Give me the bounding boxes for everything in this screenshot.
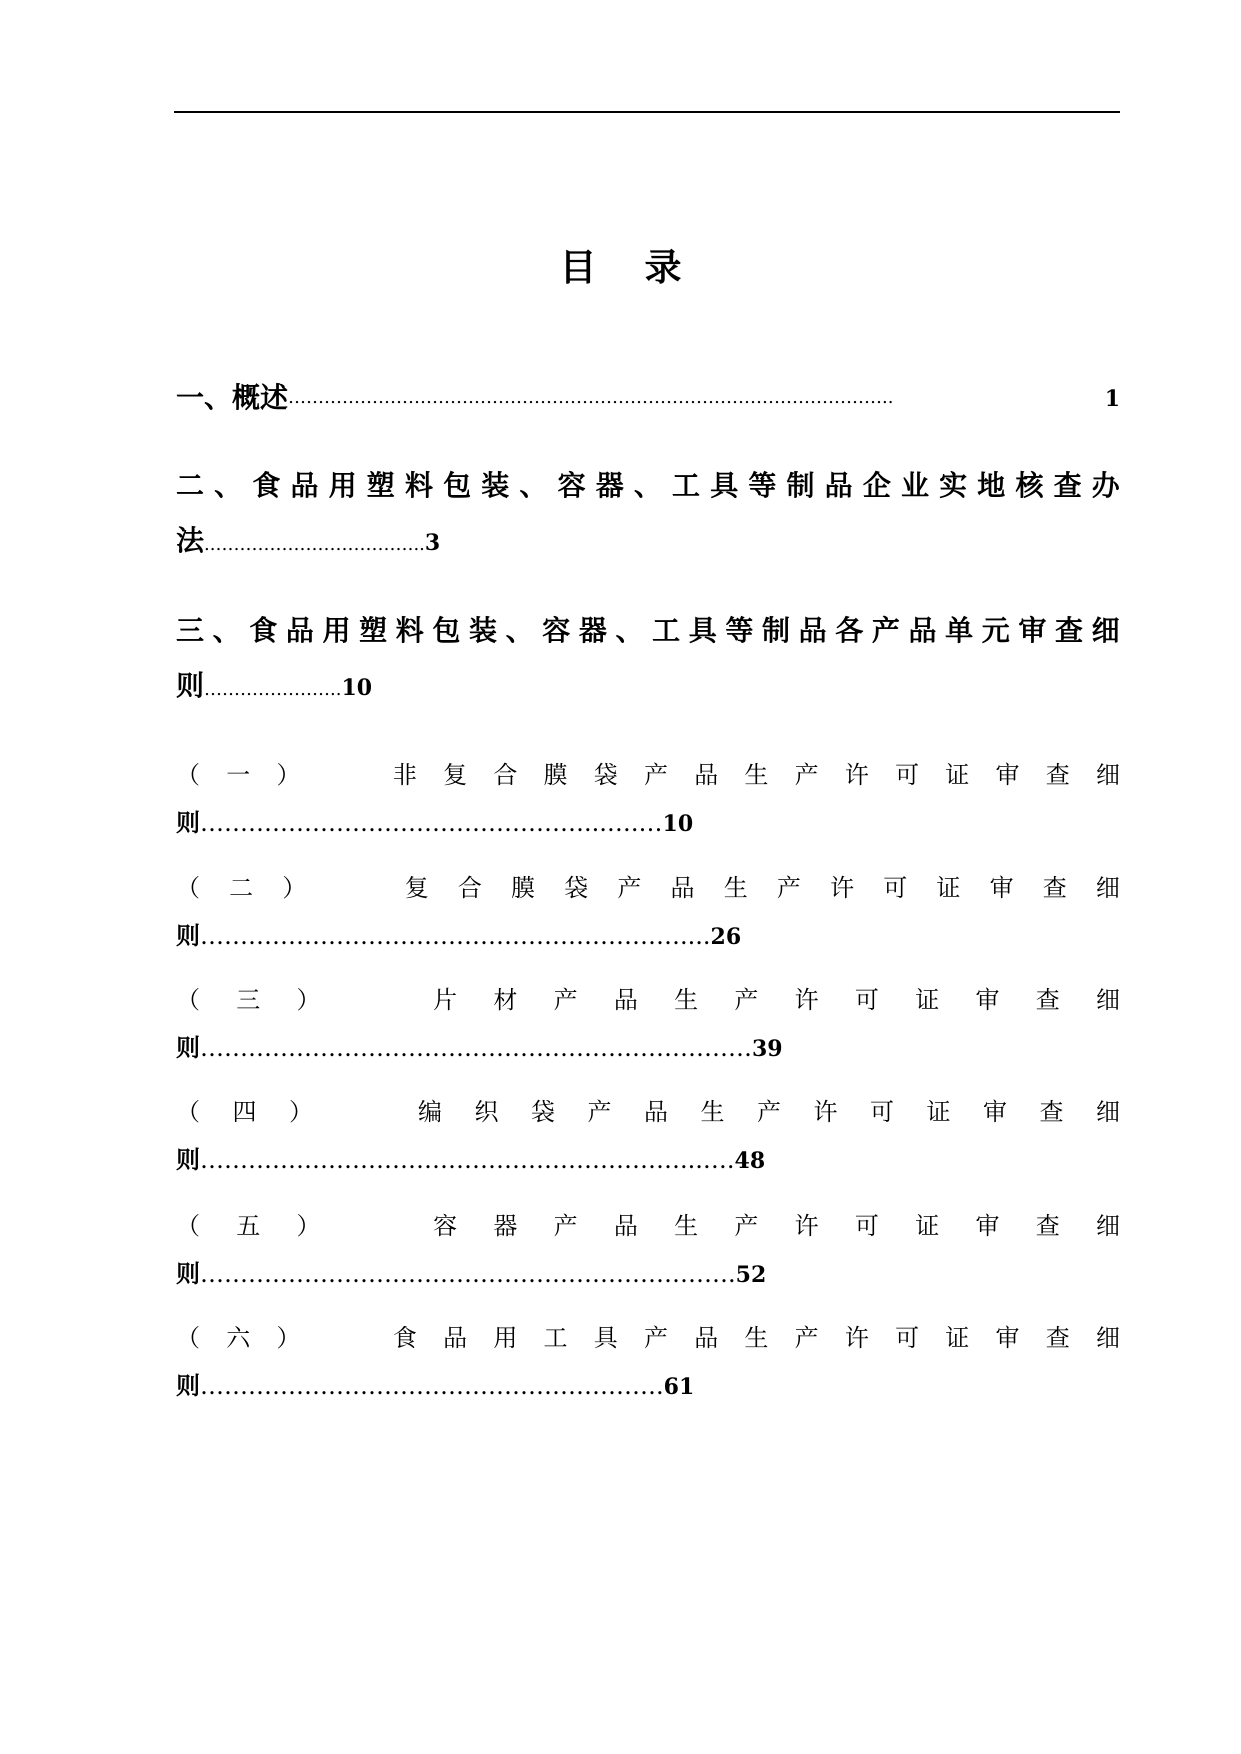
toc-char: 装 (469, 614, 498, 647)
toc-entry-second-line (176, 521, 1120, 565)
toc-char: 证 (926, 1098, 951, 1126)
toc-char: 具 (593, 1324, 618, 1352)
toc-char: 、 (615, 614, 644, 647)
toc-entry-tail: 则 (176, 1371, 200, 1400)
toc-entry-tail: 则 (176, 921, 200, 950)
toc-char: 查 (1042, 874, 1067, 902)
toc-char: 许 (813, 1098, 838, 1126)
toc-entry-tail: 法 (176, 524, 205, 557)
toc-char: 产 (553, 986, 578, 1014)
toc-char: 四 (232, 1098, 257, 1126)
toc-char: 具 (688, 614, 717, 647)
toc-page-number: 10 (662, 811, 694, 837)
toc-char: 袋 (564, 874, 589, 902)
toc-char: 生 (723, 874, 748, 902)
toc-char: 用 (328, 469, 357, 502)
toc-char: （ (176, 1098, 200, 1126)
toc-char: （ (176, 761, 200, 789)
toc-entry-second-line (176, 666, 1120, 710)
toc-char: 包 (443, 469, 472, 502)
toc-char: 、 (519, 469, 548, 502)
toc-char: 产 (643, 1324, 668, 1352)
toc-char: 证 (915, 986, 940, 1014)
toc-char: 产 (734, 986, 759, 1014)
toc-char: 袋 (531, 1098, 555, 1126)
toc-entry-second-line (176, 1145, 1120, 1176)
toc-char: 工 (652, 614, 681, 647)
toc-char: 业 (900, 469, 929, 502)
toc-char: 细 (1095, 1212, 1120, 1240)
toc-entry-second-line (176, 1371, 1120, 1402)
toc-char: ） (276, 761, 301, 789)
toc-page-number: 3 (424, 530, 441, 556)
toc-char: 元 (981, 614, 1010, 647)
toc-leader-dots: …………………………………………………….... (200, 922, 711, 950)
toc-subentry-3[interactable] (176, 985, 1120, 1064)
toc-char: 品 (670, 874, 695, 902)
toc-char: 复 (443, 761, 468, 789)
toc-char: 食 (252, 469, 281, 502)
toc-entry-first-line (176, 1323, 1120, 1353)
toc-char: 品 (290, 469, 319, 502)
toc-page-number: 52 (735, 1262, 767, 1288)
toc-char: 食 (392, 1324, 417, 1352)
toc-leader-dots: …………………………………………………. (200, 1372, 664, 1400)
toc-char: 各 (835, 614, 864, 647)
toc-char: 产 (776, 874, 801, 902)
toc-char: 二 (176, 469, 205, 502)
toc-char: 产 (871, 614, 900, 647)
toc-char: 查 (1045, 1324, 1070, 1352)
toc-entry-tail: 则 (176, 808, 200, 837)
toc-char: 工 (672, 469, 701, 502)
toc-char: 膜 (511, 874, 536, 902)
toc-char: 用 (322, 614, 351, 647)
toc-char: 证 (936, 874, 961, 902)
toc-page-number: 39 (752, 1036, 783, 1062)
toc-char: 片 (433, 986, 458, 1014)
toc-char: 查 (1045, 761, 1070, 789)
toc-char: 办 (1091, 469, 1120, 502)
toc-char: 用 (493, 1324, 518, 1352)
toc-char: 细 (1091, 614, 1120, 647)
toc-char: 制 (762, 614, 791, 647)
toc-page-number: 1 (1104, 386, 1120, 412)
toc-leader-dots: …………………………………………………………. (200, 1260, 736, 1288)
toc-char: 复 (404, 874, 429, 902)
toc-char: 审 (995, 1324, 1020, 1352)
toc-entry-first-line (176, 466, 1120, 506)
toc-char: 证 (945, 761, 970, 789)
toc-title (0, 242, 1241, 292)
toc-char: 产 (643, 761, 668, 789)
toc-char: 二 (229, 874, 254, 902)
toc-entry-label: 一、概述 (176, 381, 289, 414)
toc-char: 塑 (366, 469, 395, 502)
toc-char: 审 (983, 1098, 1007, 1126)
toc-char: 证 (915, 1212, 940, 1240)
toc-char: 合 (457, 874, 482, 902)
toc-char: 产 (734, 1212, 759, 1240)
toc-subentry-2[interactable] (176, 873, 1120, 952)
toc-char: 许 (830, 874, 855, 902)
toc-char: 生 (674, 1212, 699, 1240)
toc-char: 器 (595, 469, 624, 502)
toc-char: 装 (481, 469, 510, 502)
toc-entry-tail: 则 (176, 1145, 200, 1174)
toc-char: 容 (433, 1212, 458, 1240)
toc-char: 品 (443, 1324, 468, 1352)
toc-char: 、 (633, 469, 662, 502)
toc-char: （ (176, 986, 200, 1014)
toc-entry-tail: 则 (176, 1033, 200, 1062)
toc-char: 细 (1095, 874, 1120, 902)
toc-entry-tail: 则 (176, 669, 205, 702)
toc-char: 单 (945, 614, 974, 647)
toc-char: 审 (975, 1212, 1000, 1240)
toc-char: 查 (1053, 469, 1082, 502)
toc-char: 工 (543, 1324, 568, 1352)
toc-char: （ (176, 874, 200, 902)
toc-char: 品 (694, 761, 719, 789)
toc-char: 品 (908, 614, 937, 647)
toc-char: ） (296, 1212, 321, 1240)
toc-entry-overview[interactable] (176, 378, 1120, 420)
toc-char: 品 (613, 1212, 638, 1240)
toc-char: 五 (236, 1212, 261, 1240)
toc-char: 产 (794, 1324, 819, 1352)
toc-spacer (357, 1211, 397, 1241)
toc-char: 地 (977, 469, 1006, 502)
toc-char: 容 (557, 469, 586, 502)
toc-char: 品 (798, 614, 827, 647)
toc-char: 细 (1095, 986, 1120, 1014)
toc-char: 品 (694, 1324, 719, 1352)
toc-char: 审 (975, 986, 1000, 1014)
toc-char: 一 (226, 761, 251, 789)
toc-page-number: 48 (734, 1148, 766, 1174)
toc-char: 非 (392, 761, 417, 789)
toc-char: 可 (895, 761, 920, 789)
toc-char: 许 (794, 1212, 819, 1240)
toc-title-char-1: 目 (559, 245, 597, 289)
toc-leader-dots: ……………………………………………………...…. (200, 1146, 735, 1174)
toc-char: （ (176, 1324, 200, 1352)
toc-char: ） (276, 1324, 301, 1352)
toc-char: 编 (418, 1098, 442, 1126)
toc-entry-first-line (176, 1097, 1120, 1127)
toc-char: 核 (1015, 469, 1044, 502)
toc-char: 食 (249, 614, 278, 647)
toc-entry-site-verification[interactable] (176, 466, 1120, 565)
toc-char: 许 (844, 1324, 869, 1352)
toc-char: 可 (854, 986, 879, 1014)
toc-char: 制 (786, 469, 815, 502)
toc-subentry-4[interactable] (176, 1097, 1120, 1176)
toc-char: 查 (1035, 986, 1060, 1014)
toc-char: 、 (212, 614, 241, 647)
toc-title-char-2: 录 (644, 245, 682, 289)
toc-char: 产 (794, 761, 819, 789)
toc-char: 等 (725, 614, 754, 647)
toc-char: 生 (744, 761, 769, 789)
toc-spacer (327, 1323, 367, 1353)
toc-char: 料 (395, 614, 424, 647)
toc-entry-unit-rules[interactable] (176, 611, 1120, 710)
toc-char: 可 (895, 1324, 920, 1352)
toc-page-number: 10 (341, 675, 373, 701)
toc-char: 、 (505, 614, 534, 647)
toc-char: 器 (578, 614, 607, 647)
toc-char: ） (289, 1098, 313, 1126)
toc-leader-dots: ..…………………………….. (204, 534, 425, 555)
toc-char: 查 (1035, 1212, 1060, 1240)
toc-char: 品 (824, 469, 853, 502)
toc-char: 具 (710, 469, 739, 502)
toc-entry-second-line (176, 1259, 1120, 1290)
toc-entry-second-line (176, 921, 1120, 952)
toc-char: 品 (613, 986, 638, 1014)
toc-char: 证 (945, 1324, 970, 1352)
toc-subentry-5[interactable] (176, 1211, 1120, 1290)
toc-char: 材 (493, 986, 518, 1014)
toc-char: 产 (553, 1212, 578, 1240)
toc-char: 袋 (593, 761, 618, 789)
toc-char: 许 (794, 986, 819, 1014)
toc-char: 审 (995, 761, 1020, 789)
toc-entry-first-line (176, 760, 1120, 790)
toc-char: 企 (862, 469, 891, 502)
toc-subentry-1[interactable] (176, 760, 1120, 839)
toc-leader-dots: …………………………………………………………… (200, 1034, 752, 1062)
toc-char: 包 (432, 614, 461, 647)
toc-leader-dots: ……………………………………………………………………………………….. (288, 387, 894, 408)
toc-char: 器 (493, 1212, 518, 1240)
toc-char: 品 (644, 1098, 668, 1126)
toc-char: 可 (870, 1098, 894, 1126)
toc-entry-second-line (176, 808, 1120, 839)
toc-char: （ (176, 1212, 200, 1240)
toc-char: 料 (404, 469, 433, 502)
toc-char: ） (282, 874, 307, 902)
toc-char: 生 (744, 1324, 769, 1352)
toc-entry-first-line (176, 611, 1120, 651)
toc-subentry-6[interactable] (176, 1323, 1120, 1402)
toc-char: 三 (236, 986, 261, 1014)
toc-spacer (327, 760, 367, 790)
toc-char: 织 (474, 1098, 499, 1126)
toc-spacer (336, 873, 376, 903)
toc-spacer (357, 985, 397, 1015)
toc-char: 塑 (359, 614, 388, 647)
toc-char: 三 (176, 614, 205, 647)
toc-entry-first-line (176, 985, 1120, 1015)
toc-char: 生 (674, 986, 699, 1014)
toc-entry-second-line (176, 1033, 1120, 1064)
toc-page-number: 61 (663, 1374, 695, 1400)
toc-char: 产 (587, 1098, 612, 1126)
toc-char: 细 (1095, 1324, 1120, 1352)
toc-char: 可 (883, 874, 908, 902)
toc-page-number: 26 (710, 924, 742, 950)
toc-leader-dots: ………………….. (204, 679, 342, 700)
toc-char: 细 (1096, 1098, 1120, 1126)
toc-char: 生 (700, 1098, 725, 1126)
toc-char: 可 (854, 1212, 879, 1240)
toc-char: 、 (214, 469, 243, 502)
toc-entry-first-line (176, 873, 1120, 903)
toc-char: 膜 (543, 761, 568, 789)
toc-char: 合 (493, 761, 518, 789)
header-rule (174, 111, 1120, 113)
toc-char: 查 (1055, 614, 1084, 647)
toc-spacer (346, 1097, 386, 1127)
toc-char: 等 (748, 469, 777, 502)
toc-entry-tail: 则 (176, 1259, 200, 1288)
toc-leader-dots: …………………………………………...….… (200, 809, 663, 837)
toc-char: 产 (617, 874, 642, 902)
toc-char: 查 (1039, 1098, 1064, 1126)
toc-char: 审 (1018, 614, 1047, 647)
toc-char: 容 (542, 614, 571, 647)
toc-char: 细 (1095, 761, 1120, 789)
toc-char: 品 (285, 614, 314, 647)
toc-char: 六 (226, 1324, 251, 1352)
toc-char: 实 (939, 469, 968, 502)
toc-char: 产 (757, 1098, 781, 1126)
toc-char: 审 (989, 874, 1014, 902)
toc-entry-first-line (176, 1211, 1120, 1241)
toc-char: 许 (844, 761, 869, 789)
toc-char: ） (296, 986, 321, 1014)
